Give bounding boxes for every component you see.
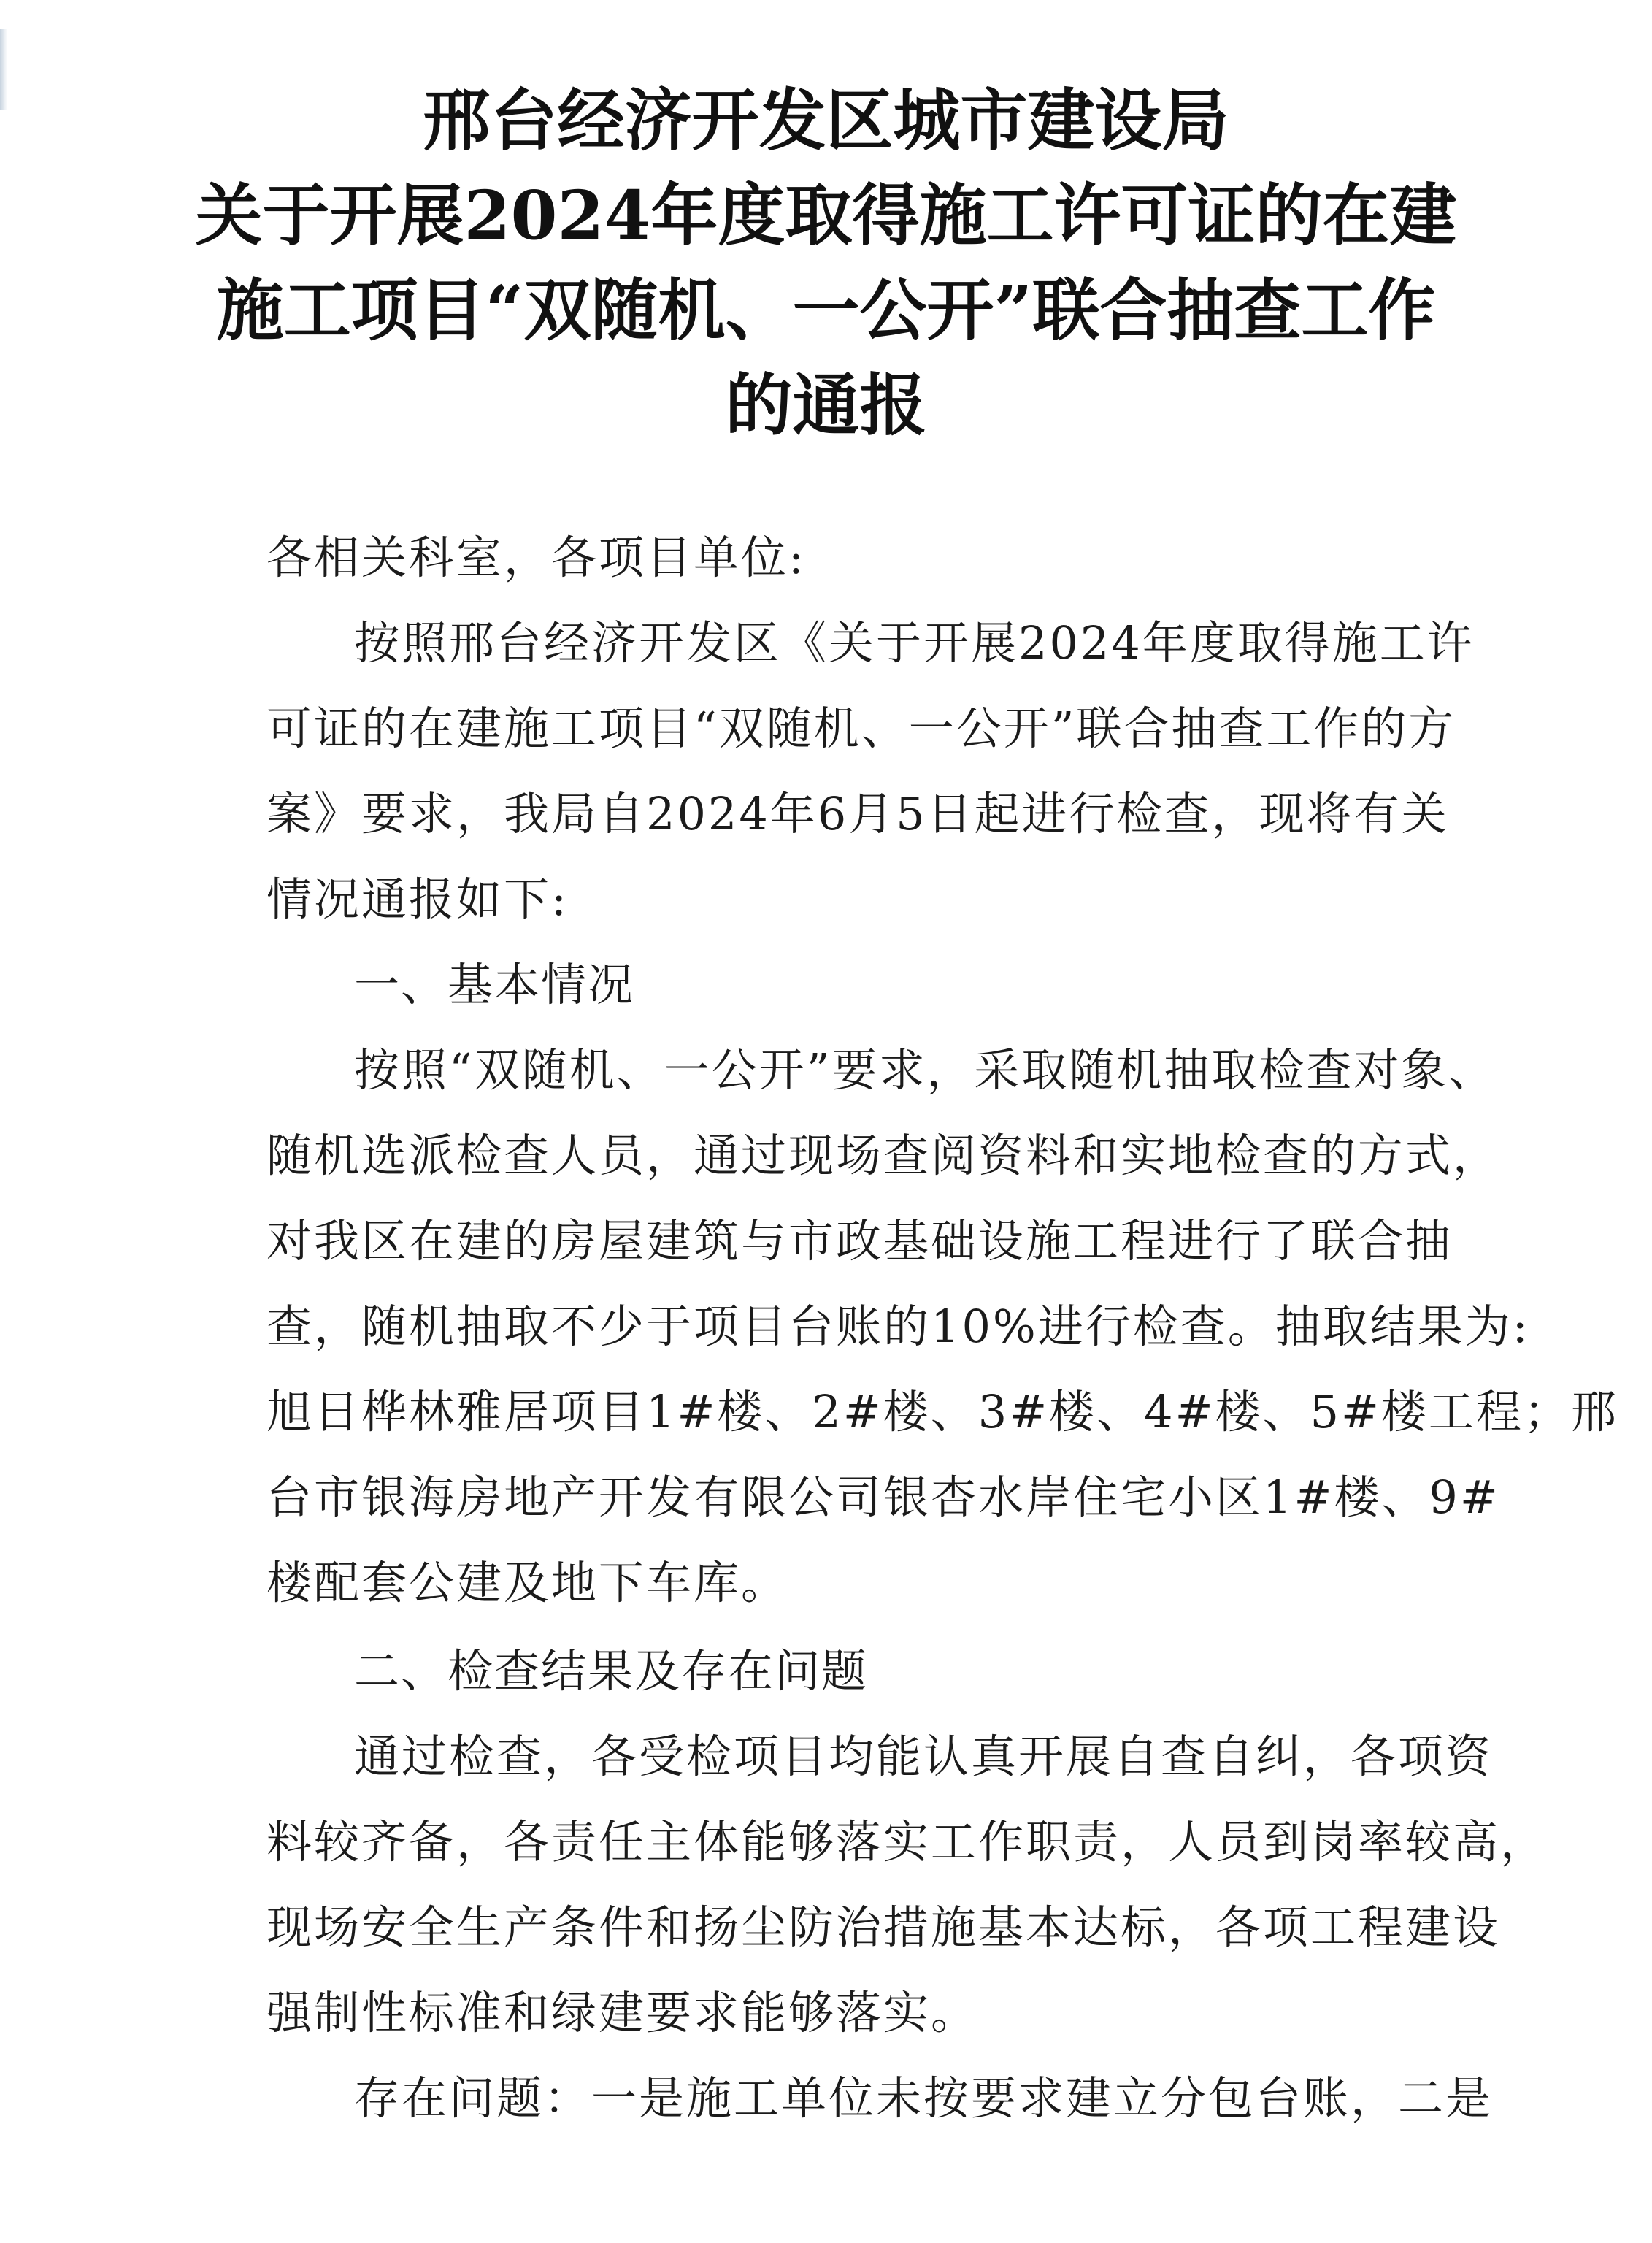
section-heading-results: [354, 1628, 868, 1714]
paragraph-line: 旭日桦林雅居项目1#楼、2#楼、3#楼、4#楼、5#楼工程；邢: [266, 1385, 1618, 1438]
paragraph-line: 存在问题：一是施工单位未按要求建立分包台账，二是: [354, 2071, 1494, 2125]
paragraph-line: 楼配套公建及地下车库。: [266, 1556, 789, 1609]
title-line: 施工项目“双随机、一公开”联合抽查工作: [216, 271, 1436, 350]
paragraph-line: 对我区在建的房屋建筑与市政基础设施工程进行了联合抽: [266, 1214, 1453, 1268]
paragraph-line: 通过检查，各受检项目均能认真开展自查自纠，各项资: [354, 1730, 1494, 1783]
section2-paragraph: [266, 1714, 1548, 2055]
issues-paragraph: [266, 2055, 1494, 2141]
title-line: 邢台经济开发区城市建设局: [423, 81, 1229, 160]
salutation-text: 各相关科室，各项目单位:: [266, 531, 806, 584]
section-heading-text: 一、基本情况: [354, 958, 635, 1011]
section-heading-text: 二、检查结果及存在问题: [354, 1644, 869, 1698]
paragraph-line: 随机选派检查人员，通过现场查阅资料和实地检查的方式，: [266, 1129, 1501, 1182]
document-title: [0, 73, 1652, 453]
paragraph-line: 台市银海房地产开发有限公司银杏水岸住宅小区1#楼、9#: [266, 1471, 1500, 1524]
title-line: 的通报: [725, 366, 927, 445]
salutation: [266, 515, 1449, 600]
paragraph-line: 强制性标准和绿建要求能够落实。: [266, 1986, 979, 2039]
intro-paragraph: [266, 600, 1475, 942]
section-heading-basic: [354, 942, 634, 1027]
paragraph-line: 按照邢台经济开发区《关于开展2024年度取得施工许: [354, 616, 1475, 670]
paragraph-line: 按照“双随机、一公开”要求，采取随机抽取检查对象、: [354, 1043, 1497, 1097]
paragraph-line: 料较齐备，各责任主体能够落实工作职责，人员到岗率较高，: [266, 1815, 1548, 1868]
paragraph-line: 现场安全生产条件和扬尘防治措施基本达标，各项工程建设: [266, 1901, 1501, 1954]
paragraph-line: 情况通报如下:: [266, 873, 569, 926]
paragraph-line: 查，随机抽取不少于项目台账的10%进行检查。抽取结果为:: [266, 1300, 1530, 1353]
paragraph-line: 案》要求，我局自2024年6月5日起进行检查，现将有关: [266, 787, 1449, 840]
paragraph-line: 可证的在建施工项目“双随机、一公开”联合抽查工作的方: [266, 702, 1456, 755]
section1-paragraph: [266, 1027, 1618, 1625]
title-line: 关于开展2024年度取得施工许可证的在建: [195, 176, 1457, 255]
